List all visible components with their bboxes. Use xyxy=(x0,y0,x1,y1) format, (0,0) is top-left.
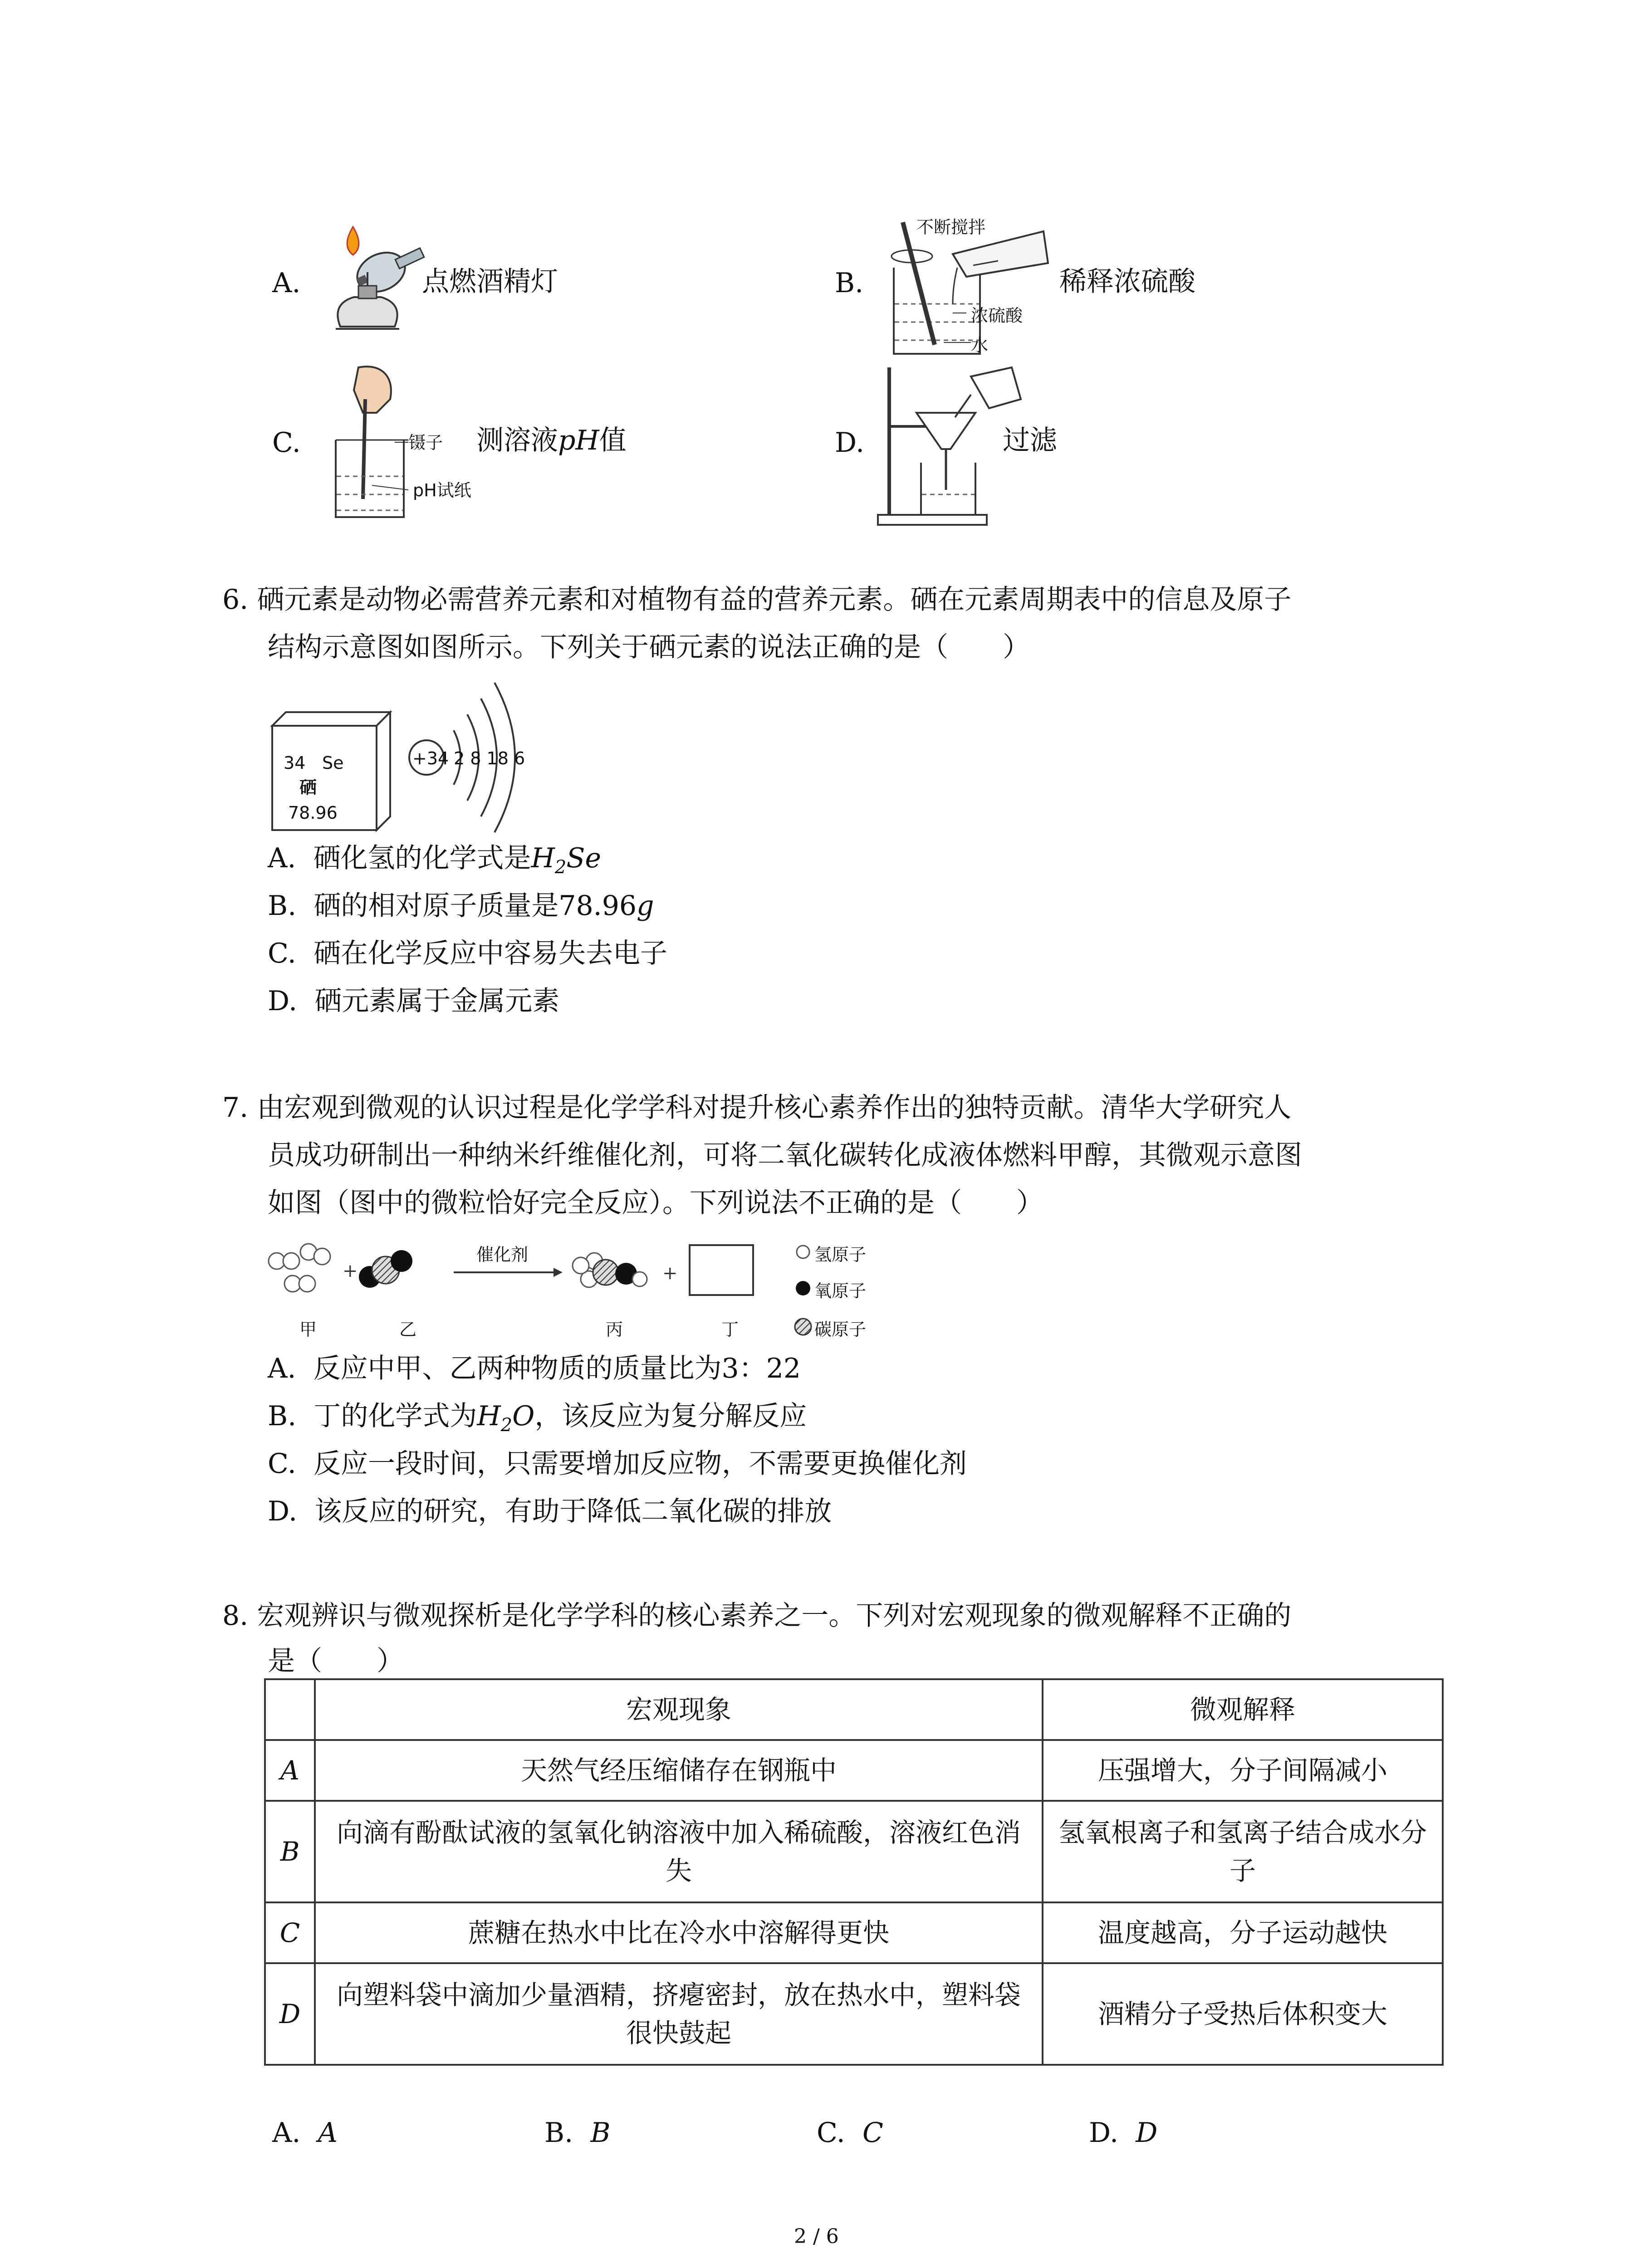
table-header-row xyxy=(265,1679,1443,1740)
legend-carbon: 碳原子 xyxy=(814,1320,867,1339)
q5-option-c-letter: C. xyxy=(272,427,301,459)
atom-shells: 2 8 18 6 xyxy=(454,748,525,768)
q5-b-label-water: 水 xyxy=(971,335,989,355)
q8-stem-line2: 是（ ） xyxy=(268,1645,404,1677)
q5-b-label-stir: 不断搅拌 xyxy=(916,217,986,237)
row-explanation: 酒精分子受热后体积变大 xyxy=(1043,1963,1443,2065)
row-explanation: 氢氧根离子和氢离子结合成水分子 xyxy=(1043,1801,1443,1902)
q8-option-d: D. D xyxy=(1089,2117,1158,2149)
table-row xyxy=(265,1963,1443,2065)
q5-c-label-paper: pH试纸 xyxy=(413,480,471,500)
q7-option-d: D. 该反应的研究，有助于降低二氧化碳的排放 xyxy=(268,1496,832,1527)
table-header-blank xyxy=(265,1679,315,1740)
q8-option-c: C. C xyxy=(817,2117,883,2149)
table-header-explanation: 微观解释 xyxy=(1043,1679,1443,1740)
q5-option-d-text: 过滤 xyxy=(1003,425,1057,456)
table-header-phenomenon: 宏观现象 xyxy=(315,1679,1043,1740)
row-explanation: 温度越高，分子运动越快 xyxy=(1043,1902,1443,1963)
q6-option-b: B. 硒的相对原子质量是78.96g xyxy=(268,890,654,922)
q5-option-b-letter: B. xyxy=(835,267,864,299)
row-phenomenon: 向滴有酚酞试液的氢氧化钠溶液中加入稀硫酸，溶液红色消失 xyxy=(315,1801,1043,1902)
reaction-catalyst-label: 催化剂 xyxy=(476,1245,529,1265)
element-name: 硒 xyxy=(299,777,317,797)
q6-stem-line2: 结构示意图如图所示。下列关于硒元素的说法正确的是（ ） xyxy=(268,631,1030,663)
q7-option-b: B. 丁的化学式为$H_2O$，该反应为复分解反应 xyxy=(268,1400,807,1436)
product-label-ding: 丁 xyxy=(721,1320,739,1339)
element-number: 34 xyxy=(284,753,306,773)
row-label: C xyxy=(265,1902,315,1963)
q5-b-label-acid: 浓硫酸 xyxy=(971,306,1023,326)
element-symbol: Se xyxy=(322,753,344,773)
element-mass: 78.96 xyxy=(288,803,338,823)
q6-option-d: D. 硒元素属于金属元素 xyxy=(268,985,560,1017)
row-label: D xyxy=(265,1963,315,2065)
table-row xyxy=(265,1740,1443,1801)
q8-table xyxy=(264,1678,1444,2066)
svg-text:+: + xyxy=(343,1261,358,1281)
q7-option-a: A. 反应中甲、乙两种物质的质量比为3：22 xyxy=(268,1353,801,1384)
q6-stem-line1: 6. 硒元素是动物必需营养元素和对植物有益的营养元素。硒在元素周期表中的信息及原子 xyxy=(222,584,1292,616)
q8-stem-line1: 8. 宏观辨识与微观探析是化学学科的核心素养之一。下列对宏观现象的微观解释不正确的 xyxy=(222,1600,1292,1632)
q7-stem-line1: 7. 由宏观到微观的认识过程是化学学科对提升核心素养作出的独特贡献。清华大学研究人 xyxy=(222,1092,1292,1124)
q6-option-a: A. 硒化氢的化学式是$H_2Se$ xyxy=(268,842,601,878)
q5-c-label-tweezer: 镊子 xyxy=(408,433,443,453)
reaction-micro-diagram xyxy=(263,1234,898,1352)
row-phenomenon: 天然气经压缩储存在钢瓶中 xyxy=(315,1740,1043,1801)
row-label: B xyxy=(265,1801,315,1902)
table-row xyxy=(265,1801,1443,1902)
page-number: 2 / 6 xyxy=(794,2225,839,2248)
q5-option-c-text: 测溶液pH值 xyxy=(476,425,627,456)
legend-oxygen: 氧原子 xyxy=(814,1281,867,1301)
row-phenomenon: 向塑料袋中滴加少量酒精，挤瘪密封，放在热水中，塑料袋很快鼓起 xyxy=(315,1963,1043,2065)
row-phenomenon: 蔗糖在热水中比在冷水中溶解得更快 xyxy=(315,1902,1043,1963)
legend-hydrogen: 氢原子 xyxy=(814,1245,867,1265)
q8-option-b: B. B xyxy=(544,2117,611,2149)
q6-option-c: C. 硒在化学反应中容易失去电子 xyxy=(268,938,667,969)
row-label: A xyxy=(265,1740,315,1801)
q8-option-a: A. A xyxy=(272,2117,338,2149)
alcohol-lamp-lighting-icon xyxy=(313,222,431,349)
q7-stem-line3: 如图（图中的微粒恰好完全反应）。下列说法不正确的是（ ） xyxy=(268,1187,1043,1219)
reactant-label-jia: 甲 xyxy=(299,1320,317,1339)
q7-stem-line2: 员成功研制出一种纳米纤维催化剂，可将二氧化碳转化成液体燃料甲醇，其微观示意图 xyxy=(268,1139,1302,1171)
atom-nucleus: +34 xyxy=(412,748,449,768)
row-explanation: 压强增大，分子间隔减小 xyxy=(1043,1740,1443,1801)
product-label-bing: 丙 xyxy=(606,1320,623,1339)
q7-option-c: C. 反应一段时间，只需要增加反应物，不需要更换催化剂 xyxy=(268,1448,967,1480)
svg-text:+: + xyxy=(662,1263,678,1284)
table-row xyxy=(265,1902,1443,1963)
q5-option-d-letter: D. xyxy=(835,427,865,459)
q5-option-b-text: 稀释浓硫酸 xyxy=(1059,266,1195,298)
q5-option-a-letter: A. xyxy=(272,267,301,299)
q5-option-a-text: 点燃酒精灯 xyxy=(422,266,558,298)
reactant-label-yi: 乙 xyxy=(399,1320,417,1339)
